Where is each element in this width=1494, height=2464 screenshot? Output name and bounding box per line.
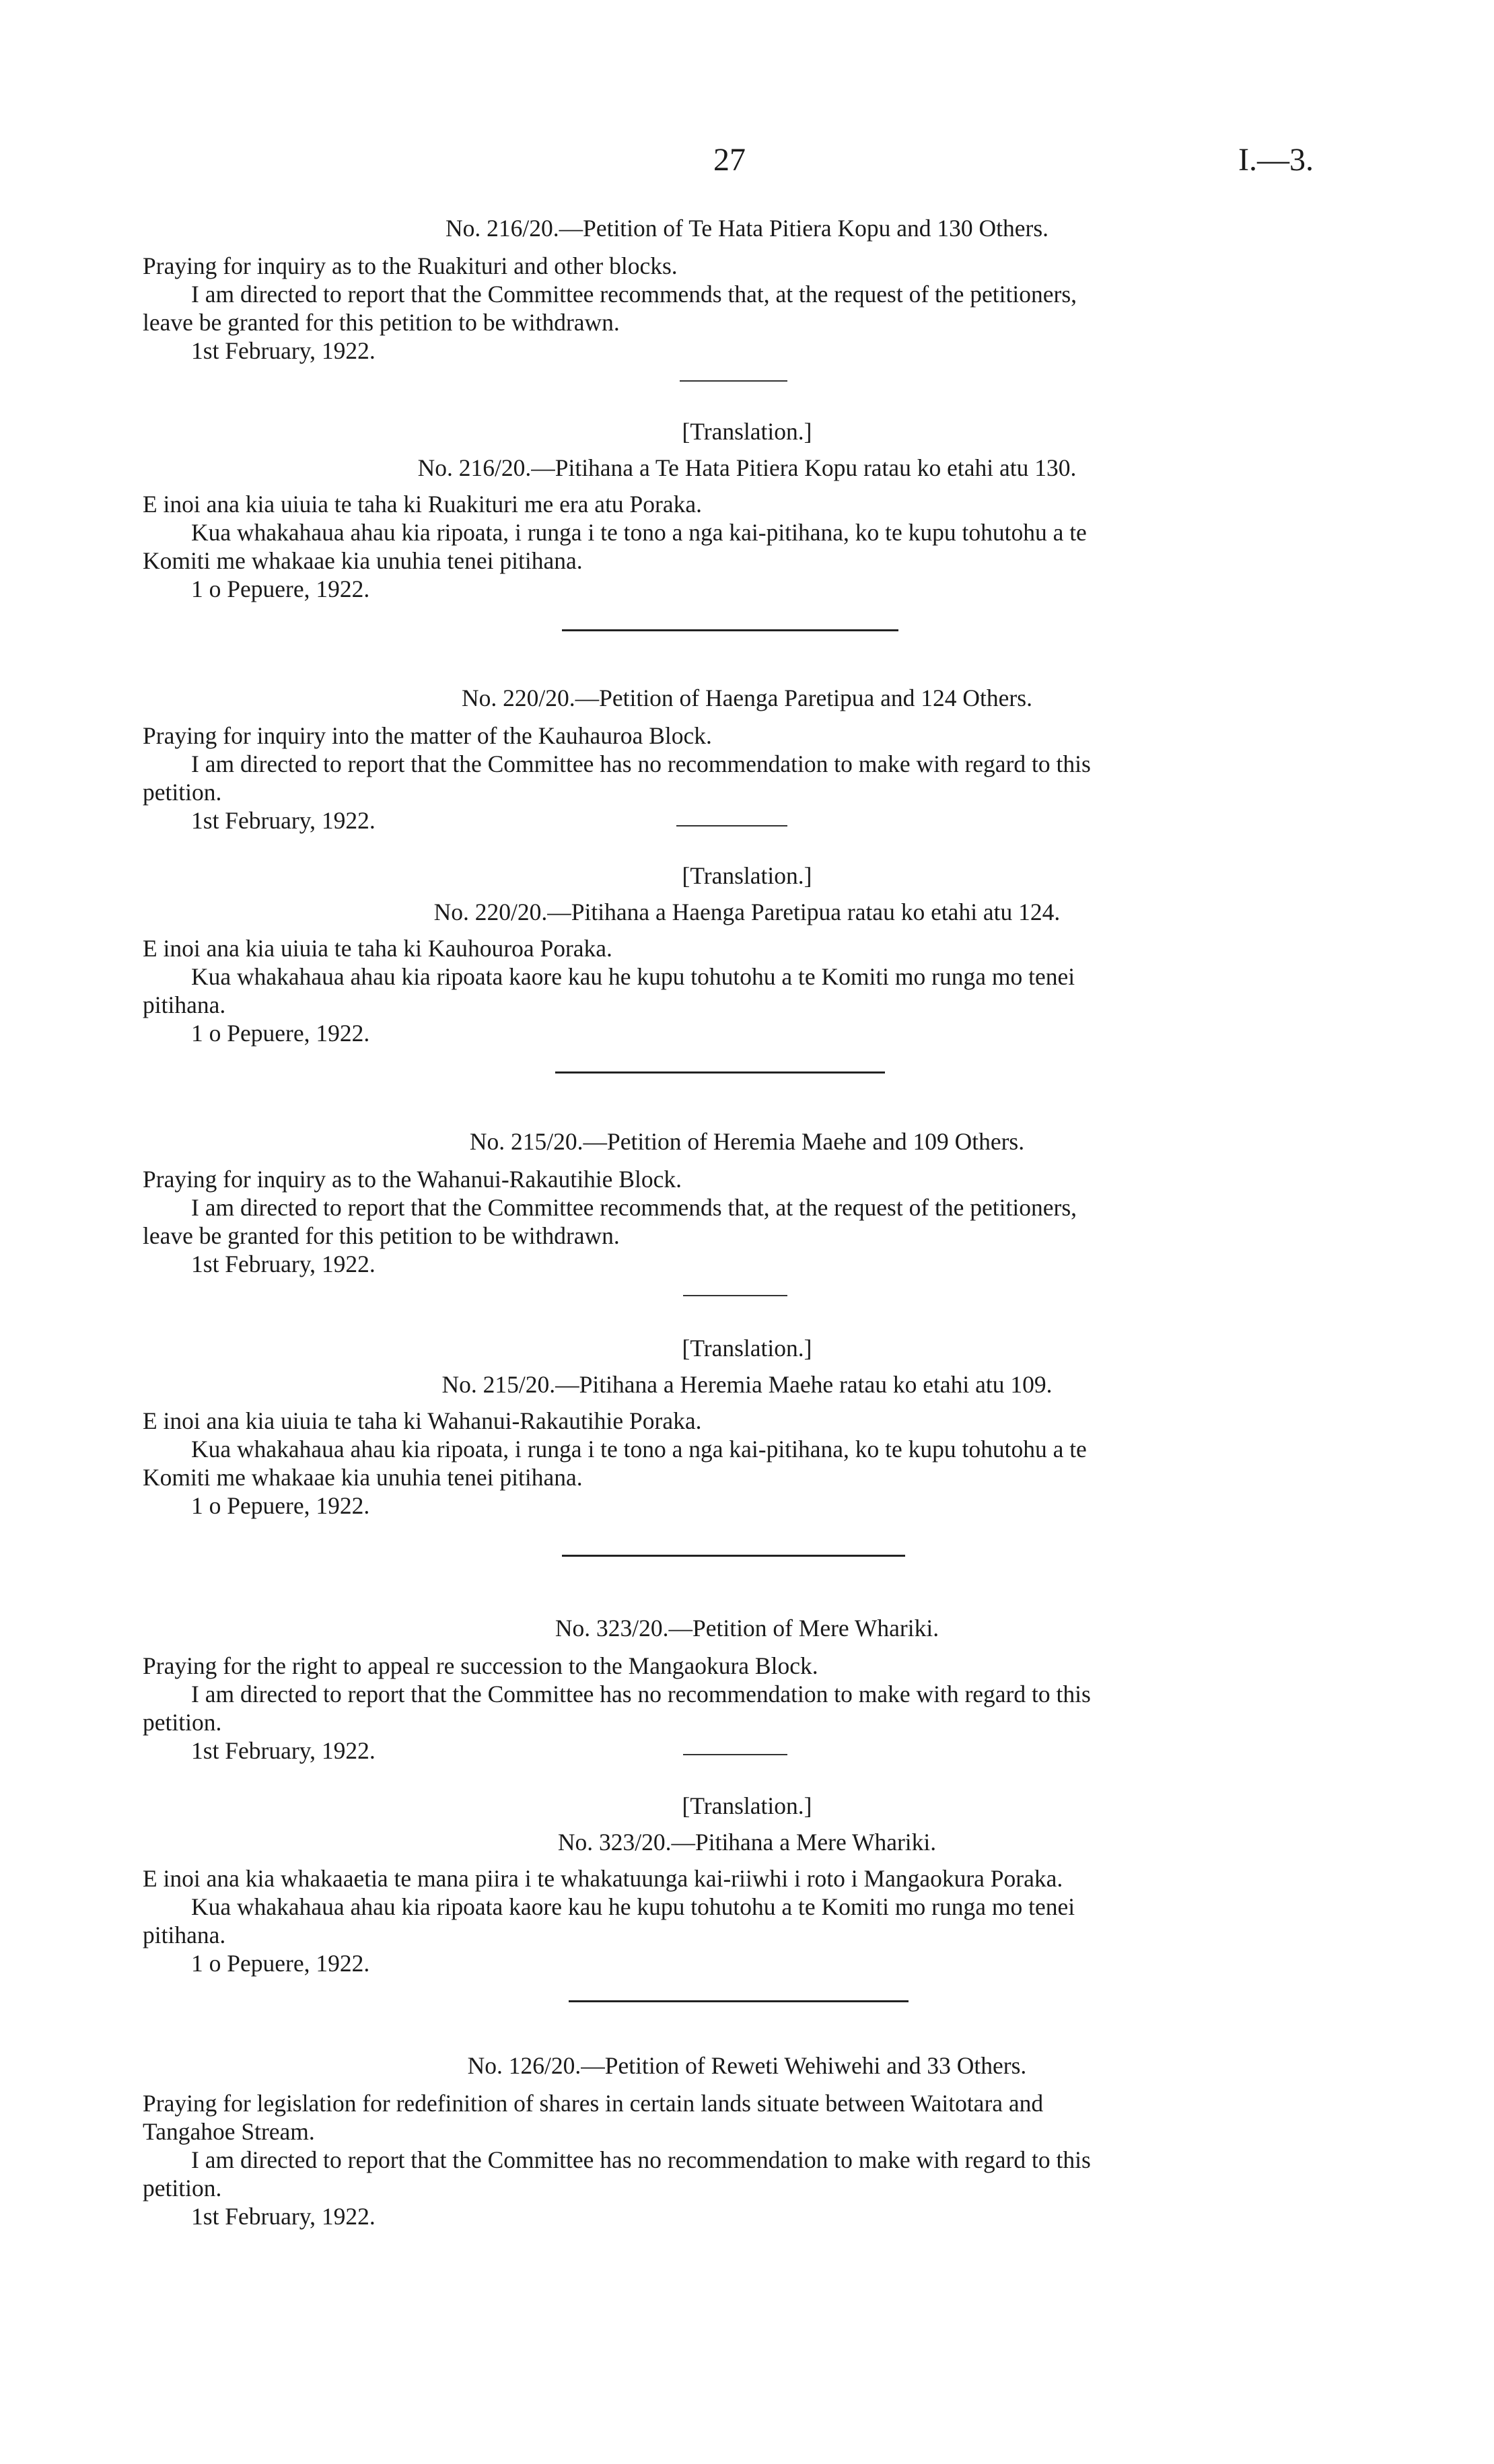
translation-praying-line: E inoi ana kia uiuia te taha ki Kauhouroa Poraka. <box>143 935 612 962</box>
translation-report-line: Kua whakahaua ahau kia ripoata, i runga i te tono a nga kai-pitihana, ko te kupu tohutohu a te <box>191 1436 1087 1463</box>
praying-line: Praying for legislation for redefinition of shares in certain lands situate between Waitotara and <box>143 2090 1044 2117</box>
petition-section-216 <box>0 214 1494 365</box>
translation-report-line: Kua whakahaua ahau kia ripoata, i runga i te tono a nga kai-pitihana, ko te kupu tohutohu a te <box>191 519 1087 546</box>
translation-title: No. 216/20.—Pitihana a Te Hata Pitiera Kopu ratau ko etahi atu 130. <box>417 454 1077 481</box>
section-title: No. 220/20.—Petition of Haenga Paretipua and 124 Others. <box>462 684 1032 711</box>
report-line: I am directed to report that the Committee has no recommendation to make with regard to this <box>191 750 1091 777</box>
praying-line: Praying for inquiry as to the Ruakituri and other blocks. <box>143 252 678 279</box>
section-divider <box>555 1071 885 1073</box>
section-title: No. 215/20.—Petition of Heremia Maehe and 109 Others. <box>469 1128 1025 1155</box>
document-reference: I.—3. <box>1238 142 1314 178</box>
date-line: 1st February, 1922. <box>191 807 376 834</box>
section-divider <box>562 629 898 631</box>
petition-section-323 <box>0 1614 1494 1765</box>
translation-report-line-continued: pitihana. <box>143 991 226 1018</box>
petition-section-215 <box>0 1127 1494 1278</box>
short-separator <box>683 1754 787 1755</box>
translation-report-line-continued: Komiti me whakaae kia unuhia tenei pitihana. <box>143 1464 583 1491</box>
translation-praying-line: E inoi ana kia uiuia te taha ki Ruakituri me era atu Poraka. <box>143 491 703 518</box>
section-title: No. 323/20.—Petition of Mere Whariki. <box>555 1615 939 1642</box>
translation-section-323 <box>0 1792 1494 1977</box>
translation-title: No. 323/20.—Pitihana a Mere Whariki. <box>557 1829 937 1856</box>
praying-line: Praying for the right to appeal re succession to the Mangaokura Block. <box>143 1652 818 1679</box>
report-line-continued: petition. <box>143 1709 222 1736</box>
report-line: I am directed to report that the Committee recommends that, at the request of the petitioners, <box>191 281 1077 308</box>
translation-report-line-continued: Komiti me whakaae kia unuhia tenei pitihana. <box>143 547 583 574</box>
petition-section-220 <box>0 684 1494 835</box>
translation-section-216 <box>0 417 1494 603</box>
translation-section-220 <box>0 861 1494 1047</box>
section-title: No. 216/20.—Petition of Te Hata Pitiera Kopu and 130 Others. <box>445 215 1049 242</box>
translation-date-line: 1 o Pepuere, 1922. <box>191 1950 370 1977</box>
petition-section-126 <box>0 2051 1494 2230</box>
translation-date-line: 1 o Pepuere, 1922. <box>191 1492 370 1519</box>
report-line-continued: leave be granted for this petition to be withdrawn. <box>143 309 620 336</box>
translation-title: No. 215/20.—Pitihana a Heremia Maehe ratau ko etahi atu 109. <box>441 1371 1053 1398</box>
section-divider <box>569 2000 909 2002</box>
translation-date-line: 1 o Pepuere, 1922. <box>191 1020 370 1047</box>
date-line: 1st February, 1922. <box>191 1251 376 1277</box>
report-line-continued: petition. <box>143 2175 222 2202</box>
translation-section-215 <box>0 1334 1494 1520</box>
translation-report-line: Kua whakahaua ahau kia ripoata kaore kau he kupu tohutohu a te Komiti mo runga mo tenei <box>191 963 1075 990</box>
translation-heading: [Translation.] <box>682 1335 812 1362</box>
translation-heading: [Translation.] <box>682 862 812 889</box>
page-number: 27 <box>713 142 746 178</box>
short-separator <box>683 1295 787 1296</box>
translation-praying-line: E inoi ana kia whakaaetia te mana piira i te whakatuunga kai-riiwhi i roto i Mangaokura Poraka. <box>143 1865 1063 1892</box>
date-line: 1st February, 1922. <box>191 2203 376 2230</box>
section-title: No. 126/20.—Petition of Reweti Wehiwehi and 33 Others. <box>467 2052 1027 2079</box>
praying-line: Praying for inquiry as to the Wahanui-Rakautihie Block. <box>143 1166 682 1193</box>
report-line: I am directed to report that the Committee recommends that, at the request of the petitioners, <box>191 1194 1077 1221</box>
translation-heading: [Translation.] <box>682 1792 812 1819</box>
translation-praying-line: E inoi ana kia uiuia te taha ki Wahanui-Rakautihie Poraka. <box>143 1407 702 1434</box>
date-line: 1st February, 1922. <box>191 337 376 364</box>
praying-line-continued: Tangahoe Stream. <box>143 2118 315 2145</box>
translation-report-line-continued: pitihana. <box>143 1922 226 1948</box>
date-line: 1st February, 1922. <box>191 1737 376 1764</box>
short-separator <box>680 380 787 382</box>
short-separator <box>676 825 787 826</box>
translation-date-line: 1 o Pepuere, 1922. <box>191 575 370 602</box>
translation-heading: [Translation.] <box>682 418 812 445</box>
report-line: I am directed to report that the Committee has no recommendation to make with regard to this <box>191 1681 1091 1708</box>
translation-report-line: Kua whakahaua ahau kia ripoata kaore kau he kupu tohutohu a te Komiti mo runga mo tenei <box>191 1893 1075 1920</box>
report-line-continued: leave be granted for this petition to be withdrawn. <box>143 1222 620 1249</box>
praying-line: Praying for inquiry into the matter of the Kauhauroa Block. <box>143 722 712 749</box>
translation-title: No. 220/20.—Pitihana a Haenga Paretipua ratau ko etahi atu 124. <box>433 899 1061 925</box>
report-line-continued: petition. <box>143 779 222 806</box>
section-divider <box>562 1555 905 1557</box>
report-line: I am directed to report that the Committee has no recommendation to make with regard to this <box>191 2146 1091 2173</box>
